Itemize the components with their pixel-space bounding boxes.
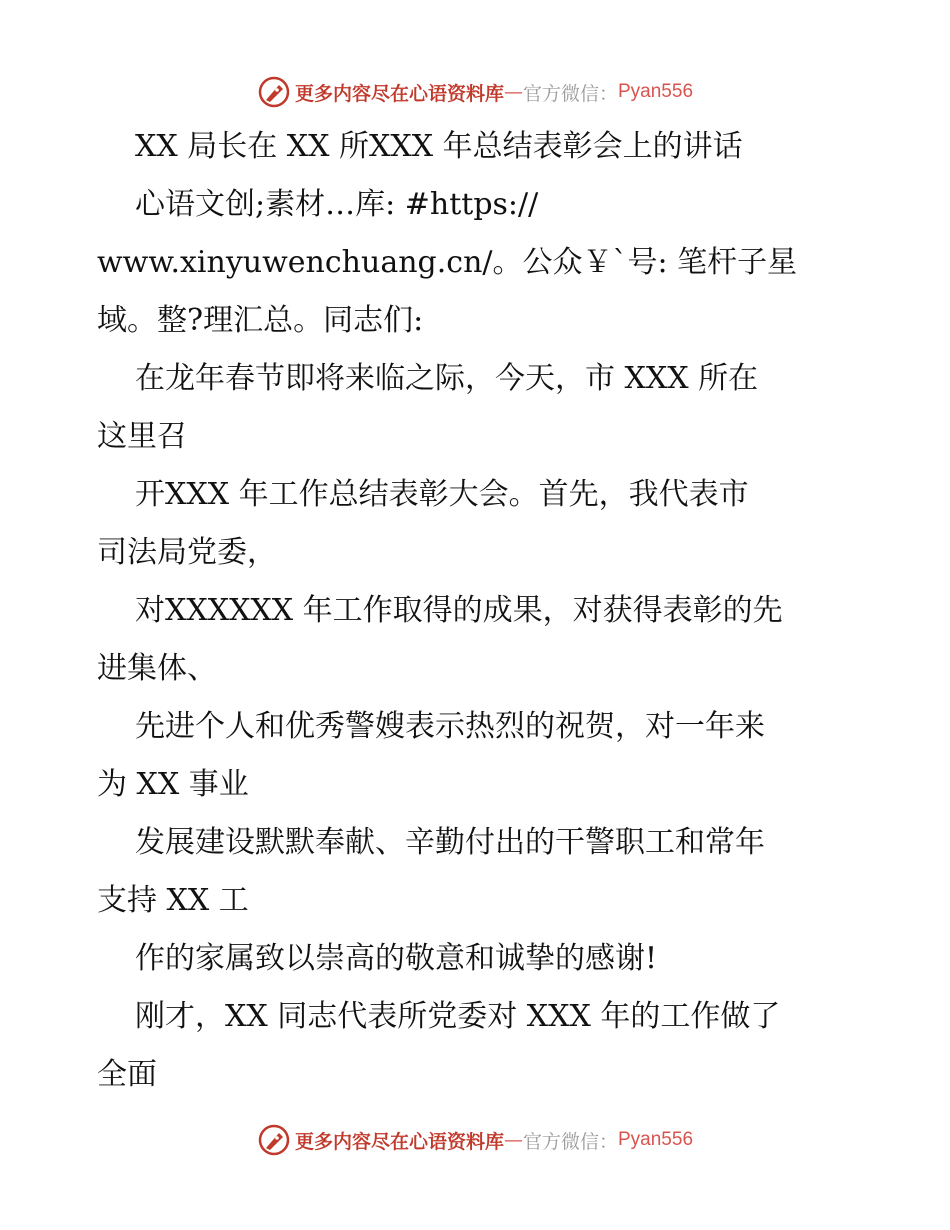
text-line: 对XXXXXX 年工作取得的成果，对获得表彰的先 <box>135 593 783 628</box>
speech-title: XX 局长在 XX 所XXX 年总结表彰会上的讲话 <box>135 129 743 164</box>
text-line: 作的家属致以崇高的敬意和诚挚的感谢! <box>135 941 658 976</box>
text-line: 这里召 <box>97 419 187 454</box>
banner-wechat-id: Pyan556 <box>618 81 694 102</box>
header-banner <box>0 72 950 112</box>
banner-wechat-label: 官方微信： <box>522 82 618 105</box>
banner-cn-text: 更多内容尽在心语资料库 <box>294 82 504 105</box>
text-line: www.xinyuwenchuang.cn/。公众￥`号: 笔杆子星 <box>97 245 798 280</box>
pen-nib-logo-icon <box>257 1123 291 1157</box>
text-line: 进集体、 <box>97 651 217 686</box>
speech-body <box>97 118 857 1104</box>
banner-wechat-label: 官方微信： <box>522 1130 618 1153</box>
footer-banner <box>0 1120 950 1160</box>
text-line: 发展建设默默奉献、辛勤付出的干警职工和常年 <box>135 825 765 860</box>
text-line: 心语文创;素材…库: #https:// <box>135 187 539 222</box>
text-line: 支持 XX 工 <box>97 883 249 918</box>
text-line: 刚才，XX 同志代表所党委对 XXX 年的工作做了 <box>135 999 781 1034</box>
text-line: 在龙年春节即将来临之际，今天，市 XXX 所在 <box>135 361 759 396</box>
text-line: 开XXX 年工作总结表彰大会。首先，我代表市 <box>135 477 749 512</box>
text-line: 域。整?理汇总。同志们: <box>97 303 424 338</box>
text-line: 为 XX 事业 <box>97 767 249 802</box>
banner-dash: — <box>503 81 523 103</box>
text-line: 司法局党委， <box>97 535 277 570</box>
pen-nib-logo-icon <box>257 75 291 109</box>
text-line: 全面 <box>97 1057 157 1092</box>
banner-dash: — <box>503 1129 523 1151</box>
banner-cn-text: 更多内容尽在心语资料库 <box>294 1130 504 1153</box>
banner-wechat-id: Pyan556 <box>618 1129 694 1150</box>
text-line: 先进个人和优秀警嫂表示热烈的祝贺，对一年来 <box>135 709 765 744</box>
